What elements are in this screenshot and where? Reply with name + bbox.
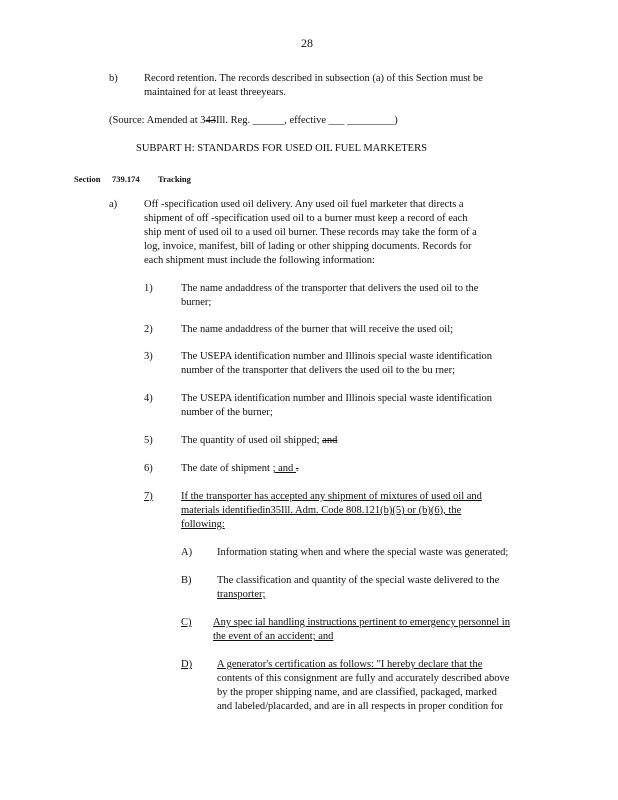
item-6-number: 6) <box>144 463 153 474</box>
item-C-letter: C) <box>181 617 192 628</box>
item-C-line: the event of an accident; and <box>213 631 334 642</box>
item-5-number: 5) <box>144 435 153 446</box>
item-7-line: materials identifiedin35Ill. Adm. Code 808.121(b)(5) or (b)(6), the <box>181 505 462 516</box>
section-title: Tracking <box>158 174 191 184</box>
item-2-number: 2) <box>144 324 153 335</box>
item-1-line: burner; <box>181 297 212 308</box>
item-4-line: number of the burner; <box>181 407 273 418</box>
item-a-label: a) <box>109 199 118 210</box>
item-D-line: contents of this consignment are fully and accurately described above <box>217 673 510 684</box>
item-a-line: log, invoice, manifest, bill of lading or other shipping documents. Records for <box>144 241 472 252</box>
item-D-letter: D) <box>181 659 193 670</box>
item-7-number: 7) <box>144 491 153 502</box>
item-5-main: The quantity of used oil shipped; <box>181 435 323 446</box>
item-B-line: transporter; <box>217 589 266 600</box>
item-A-letter: A) <box>181 547 193 558</box>
item-5-text <box>181 434 337 448</box>
item-3-number: 3) <box>144 351 153 362</box>
item-B-letter: B) <box>181 575 192 586</box>
item-b-label: b) <box>109 73 118 84</box>
subpart-heading: SUBPART H: STANDARDS FOR USED OIL FUEL MARKETERS <box>136 143 427 154</box>
source-strike: 43 <box>205 115 217 126</box>
item-6-text <box>181 462 299 476</box>
item-1-number: 1) <box>144 283 153 294</box>
item-4-line: The USEPA identification number and Illinois special waste identification <box>181 393 493 404</box>
item-3-line: number of the transporter that delivers the used oil to the bu rner; <box>181 365 456 376</box>
page-number: 28 <box>301 36 313 50</box>
item-a-line: shipment of off -specification used oil to a burner must keep a record of each <box>144 213 468 224</box>
item-7-line: If the transporter has accepted any shipment of mixtures of used oil and <box>181 491 482 502</box>
item-A-line: Information stating when and where the special waste was generated; <box>217 547 509 558</box>
source-note <box>109 114 398 128</box>
item-a-line: ship ment of used oil to a used oil burner. These records may take the form of a <box>144 227 477 238</box>
section-label: Section <box>74 174 101 184</box>
item-B-line: The classification and quantity of the special waste delivered to the <box>217 575 500 586</box>
source-rest: Ill. Reg. ______, effective ___ _________) <box>216 115 398 126</box>
item-6-strike: . <box>295 463 299 474</box>
item-5-strike: and <box>322 435 338 446</box>
item-C-line: Any spec ial handling instructions pertinent to emergency personnel in <box>213 617 510 628</box>
source-prefix: (Source: Amended at 3 <box>109 115 206 126</box>
item-6-main: The date of shipment <box>181 463 273 474</box>
section-number: 739.174 <box>112 174 140 184</box>
item-a-line: each shipment must include the following information: <box>144 255 375 266</box>
item-7-line: following: <box>181 519 225 530</box>
item-b-line1: Record retention. The records described in subsection (a) of this Section must be <box>144 73 483 84</box>
item-b-line2: maintained for at least threeyears. <box>144 87 286 98</box>
item-6-inserted: ; and <box>272 463 296 474</box>
item-D-line: A generator's certification as follows: "I hereby declare that the <box>217 659 483 670</box>
item-D-line: and labeled/placarded, and are in all respects in proper condition for <box>217 701 504 712</box>
item-4-number: 4) <box>144 393 153 404</box>
item-1-line: The name andaddress of the transporter that delivers the used oil to the <box>181 283 479 294</box>
item-a-line: Off -specification used oil delivery. Any used oil fuel marketer that directs a <box>144 199 464 210</box>
item-2-line: The name andaddress of the burner that will receive the used oil; <box>181 324 454 335</box>
item-D-line: by the proper shipping name, and are classified, packaged, marked <box>217 687 497 698</box>
item-3-line: The USEPA identification number and Illinois special waste identification <box>181 351 493 362</box>
